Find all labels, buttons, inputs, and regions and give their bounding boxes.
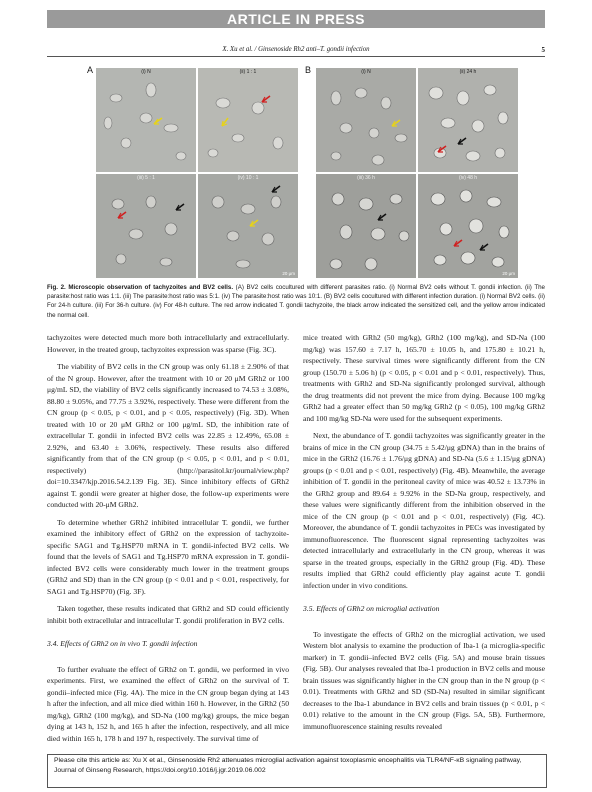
panel-label: (i) N (361, 69, 371, 75)
paragraph: To further evaluate the effect of GRh2 on T. gondii, we performed in vivo experiments. First, we examined the effect of GRh2 on the survival of T. gondii–infected mice (Fig. 4A). The mice in the CN group began dying at 143 h after the infection, and all mice died within 160 h. However, in the GRh2 (50 mg/kg), GRh2 (100 mg/kg), and SD-Na (100 mg/kg) groups, the mice began dying at 143 h, 152 h, and 165 h after the infection, respectively, and all mice died within 165 h, 178 h and 197 h, respectively. The survival time of (47, 664, 289, 743)
caption-title: Fig. 2. Microscopic observation of tachyzoites and BV2 cells. (47, 284, 234, 291)
micrograph-b-iii (316, 174, 416, 278)
section-heading: 3.5. Effects of GRh2 on microglial activation (303, 604, 440, 613)
micrograph-a-i-cells (96, 68, 196, 172)
paragraph: The viability of BV2 cells in the CN group was only 61.18 ± 2.90% of that of the N group. However, after the treatment with 10 or 20 μM GRh2 or 100 μg/mL SD, the viability of BV2 cells significantly increased to 74.53 ± 3.08%, 88.80 ± 9.05%, and 77.75 ± 3.92%, respectively. These were different from the CN group (p < 0.05, p < 0.01, and p < 0.05, respectively) (Fig. 3D). When treated with 10 or 20 μM GRh2 or 100 μg/mL SD, the inhibition rate of extracellular T. gondii in infected BV2 cells was 22.85 ± 12.49%, 65.08 ± 2.92%, and 63.40 ± 3.06%, respectively. These results also differed significantly from that of the CN group (p < 0.05, p < 0.01, and p < 0.01, respectively) (http://parasitol.kr/journal/view.php?doi=10.3347/kjp.2016.54.2.139 Fig. 3E). Since inhibitory effects of GRh2 against T. gondii were greater at higher dose, the follow-up experiments were conducted with 20-μM GRh2. (47, 362, 289, 509)
panel-label: (iii) 36 h (357, 175, 375, 181)
micrograph-b-iv (418, 174, 518, 278)
micrograph-b-i-cells (316, 68, 416, 172)
panel-label: (ii) 1 : 1 (239, 69, 257, 75)
header-rule (47, 56, 545, 57)
paragraph: To investigate the effects of GRh2 on the microglial activation, we used Western blot analysis to examine the production of Iba-1 (a microglia-specific marker) in T. gondii–infected BV2 cells (Fig. 5A) and mouse brain tissues (Fig. 5B). Our analyses revealed that Iba-1 production in BV2 cells and mouse brain tissues was significantly higher in the CN group than in the N group (p < 0.01). Treatments with GRh2 and SD (SD-Na) resulted in similar significant decreases to the Iba-1 abundance in BV2 cells and brain tissues (p < 0.01, p < 0.01) relative to the amount in the CN group (Figs. 5A, 5B). Furthermore, immunofluorescence staining results revealed (303, 629, 545, 731)
paragraph: To determine whether GRh2 inhibited intracellular T. gondii, we further examined the inhibitory effect of GRh2 on the expression of tachyzoite-specific SAG1 and Tg.HSP70 mRNA in T. gondii-infected BV2 cells. We found that the levels of SAG1 and Tg.HSP70 mRNA expression in T. gondii-infected BV2 cells were considerably much lower in the treatment groups (GRh2 and SD) than in the CN group (p < 0.01 and p < 0.01, respectively, for SAG1 and Tg.HSP70) (Fig. 3F). (47, 517, 289, 596)
paragraph: Taken together, these results indicated that GRh2 and SD could efficiently inhibit both extracellular and intracellular T. gondii proliferation in BV2 cells. (47, 604, 289, 625)
paragraph: mice treated with GRh2 (50 mg/kg), GRh2 (100 mg/kg), and SD-Na (100 mg/kg) was 157.60 ± 7.17 h, 165.70 ± 10.05 h, and 175.80 ± 10.21 h, respectively. These survival times were significantly different from the CN group (150.70 ± 5.06 h) (p < 0.05, p < 0.01 and p < 0.01, respectively). Thus, treatments with GRh2 and SD-Na significantly prolonged survival, although the drug treatments did not prevent the mice from dying. Because 100 mg/kg GRh2 had a greater effect than 50 mg/kg GRh2 (p < 0.05), 100 mg/kg GRh2 and 100 mg/kg SD-Na were used for the subsequent experiments. (303, 333, 545, 423)
column-left (47, 332, 289, 750)
section-heading: 3.4. Effects of GRh2 on in vivo T. gondii infection (47, 639, 198, 648)
panel-letter-b: B (305, 65, 312, 75)
micrograph-b-ii-cells (418, 68, 518, 172)
running-head: X. Xu et al. / Ginsenoside Rh2 anti–T. gondii infection (222, 46, 370, 53)
panel-letter-a: A (87, 65, 94, 75)
column-right (303, 332, 545, 738)
panel-label: (iv) 48 h (458, 175, 478, 181)
panel-label: (ii) 24 h (459, 69, 477, 75)
micrograph-b-i (316, 68, 416, 172)
paragraph: tachyzoites were detected much more both intracellularly and extracellularly. However, in the treated group, tachyzoites expression was sparse (Fig. 3C). (47, 333, 289, 354)
micrograph-a-ii-cells (198, 68, 298, 172)
micrograph-a-iv (198, 174, 298, 278)
article-in-press-banner: ARTICLE IN PRESS (47, 10, 545, 28)
micrograph-a-iv-cells (198, 174, 298, 278)
citation-footer: Please cite this article as: Xu X et al., Ginsenoside Rh2 attenuates microglial activation against toxoplasmic encephalitis via TLR4/NF-κB signaling pathway, Journal of Ginseng Research, https://doi.org/10.1016/j.jgr.2019.06.002 (47, 754, 547, 788)
panel-label: (i) N (141, 69, 151, 75)
scale-bar: 20 μm (282, 271, 295, 276)
micrograph-b-iii-cells (316, 174, 416, 278)
micrograph-a-iii (96, 174, 196, 278)
scale-bar: 20 μm (502, 271, 515, 276)
page-number: 5 (541, 46, 545, 54)
micrograph-a-ii (198, 68, 298, 172)
micrograph-b-iv-cells (418, 174, 518, 278)
panel-label: (iii) 5 : 1 (137, 175, 155, 181)
panel-label: (iv) 10 : 1 (237, 175, 259, 181)
micrograph-b-ii (418, 68, 518, 172)
micrograph-a-iii-cells (96, 174, 196, 278)
paragraph: Next, the abundance of T. gondii tachyzoites was significantly greater in the brains of mice in the CN group (34.75 ± 5.42/μg gDNA) than in the brains of mice in the GRh2 (16.76 ± 1.76/μg gDNA) and SD-Na (5.6 ± 1.15/μg gDNA) groups (p < 0.01 and p < 0.01, respectively) (Fig. 4B). Meanwhile, the average inhibition of T. gondii in the peritoneal cavity of mice was 40.52 ± 13.73% in the GRh2 group and 89.64 ± 9.92% in the SD-Na group, respectively, and these values were significantly different from the inhibition observed in the mice of the CN group (p < 0.01 and p < 0.01, respectively) (Fig. 4C). Moreover, the abundance of T. gondii tachyzoites in PECs was investigated by immunofluorescence. The fluorescent signal representing tachyzoites was detected intracellularly and extracellularly in the CN group, whereas it was sparse in the treated groups, especially in the GRh2 group (Fig. 4D). These results implied that GRh2 could efficiently play against acute T. gondii infection under in vivo conditions. (303, 431, 545, 590)
micrograph-a-i (96, 68, 196, 172)
caption-text: (A) BV2 cells cocultured with different parasites ratio. (i) Normal BV2 cells without T. gondii infection. (ii) The parasite:host ratio was 1:1. (iii) The parasite:host ratio was 5:1. (iv) The parasite:host ratio was 10:1. (B) BV2 cells cocultured with different infection duration. (i) Normal BV2 cells. (ii) For 24-h culture. (iii) For 36-h culture. (iv) For 48-h culture. The red arrow indicated T. gondii tachyzoite, the black arrow indicated the sensitized cell, and the yellow arrow indicated the normal cell. (47, 284, 545, 319)
figure-caption (47, 283, 545, 320)
